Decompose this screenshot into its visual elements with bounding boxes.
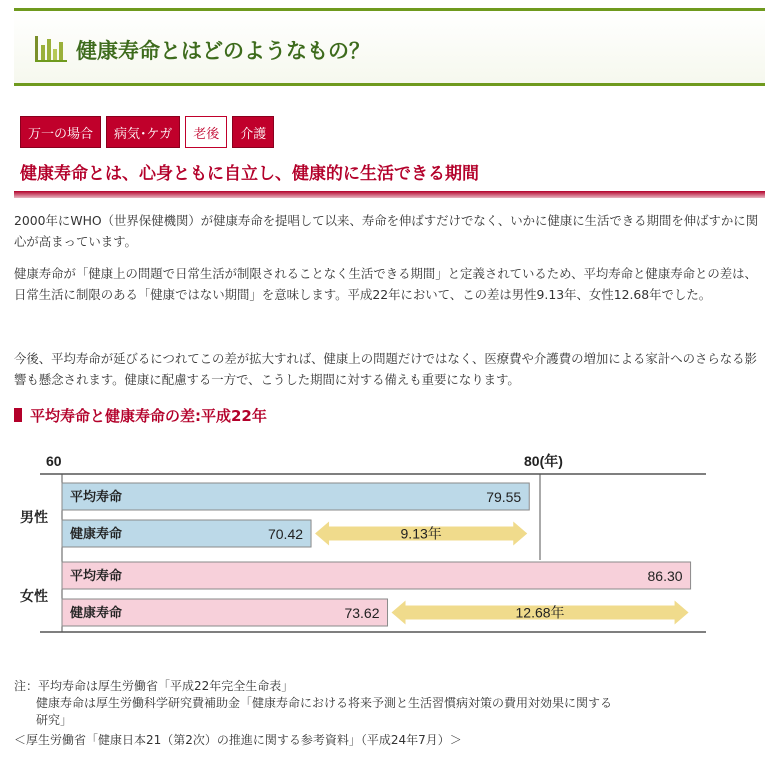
category-tabs bbox=[20, 116, 274, 148]
source-note: ＜厚生労働省「健康日本21（第2次）の推進に関する参考資料」（平成24年7月）＞ bbox=[14, 733, 462, 747]
tick-label: 80(年) bbox=[524, 453, 563, 469]
tab-nursing-care[interactable]: 介護 bbox=[232, 116, 274, 148]
bar-value-label: 70.42 bbox=[267, 526, 304, 542]
bar-value-label: 86.30 bbox=[647, 568, 683, 584]
note-line-1: 注：平均寿命は厚生労働省「平成22年完全生命表」 bbox=[14, 679, 294, 693]
bar-name-label: 健康寿命 bbox=[70, 605, 123, 620]
page-title: 健康寿命とはどのようなもの？ bbox=[76, 39, 370, 63]
tick-label: 60 bbox=[46, 453, 62, 469]
bar-name-label: 平均寿命 bbox=[70, 568, 123, 583]
section-marker-icon bbox=[14, 408, 22, 422]
chart-section-title bbox=[14, 404, 267, 426]
note-line-3: 研究」 bbox=[36, 713, 73, 727]
female-group-label: 女性 bbox=[20, 588, 48, 604]
male-bar-average bbox=[62, 483, 529, 510]
bar-value-label: 73.62 bbox=[344, 605, 380, 621]
life-expectancy-chart bbox=[0, 440, 771, 662]
female-gap-label: 12.68年 bbox=[515, 604, 565, 621]
chart-heading: 平均寿命と健康寿命の差:平成22年 bbox=[30, 406, 267, 425]
page-header bbox=[14, 8, 765, 86]
note-line-2: 健康寿命は厚生労働科学研究費補助金「健康寿命における将来予測と生活習慣病対策の費用対効果に関する bbox=[36, 696, 613, 710]
tab-retirement[interactable]: 老後 bbox=[185, 116, 227, 148]
tab-emergency[interactable]: 万一の場合 bbox=[20, 116, 101, 148]
male-gap-label: 9.13年 bbox=[400, 525, 442, 542]
section-subtitle: 健康寿命とは、心身ともに自立し、健康的に生活できる期間 bbox=[20, 164, 479, 184]
intro-paragraph: 2000年にWHO（世界保健機関）が健康寿命を提唱して以来、寿命を伸ばすだけでなく、いかに健康に生活できる期間を伸ばすかに関心が高まっています。 bbox=[14, 213, 759, 249]
definition-paragraph: 健康寿命が「健康上の問題で日常生活が制限されることなく生活できる期間」と定義されているため、平均寿命と健康寿命との差は、日常生活に制限のある「健康ではない期間」を意味します。平成22年において、この差は男性9.13年、女性12.68年でした。 bbox=[14, 266, 757, 302]
male-group-label: 男性 bbox=[20, 509, 48, 525]
subtitle-divider bbox=[14, 191, 765, 198]
bar-name-label: 健康寿命 bbox=[70, 526, 123, 541]
bar-chart-icon bbox=[34, 33, 68, 63]
bar-value-label: 79.55 bbox=[486, 489, 522, 505]
female-bar-average bbox=[62, 562, 691, 589]
tab-illness-injury[interactable]: 病気･ケガ bbox=[106, 116, 180, 148]
outlook-paragraph: 今後、平均寿命が延びるにつれてこの差が拡大すれば、健康上の問題だけではなく、医療費や介護費の増加による家計へのさらなる影響も懸念されます。健康に配慮する一方で、こうした期間に対する備えも重要になります。 bbox=[14, 351, 757, 387]
bar-name-label: 平均寿命 bbox=[70, 489, 123, 504]
